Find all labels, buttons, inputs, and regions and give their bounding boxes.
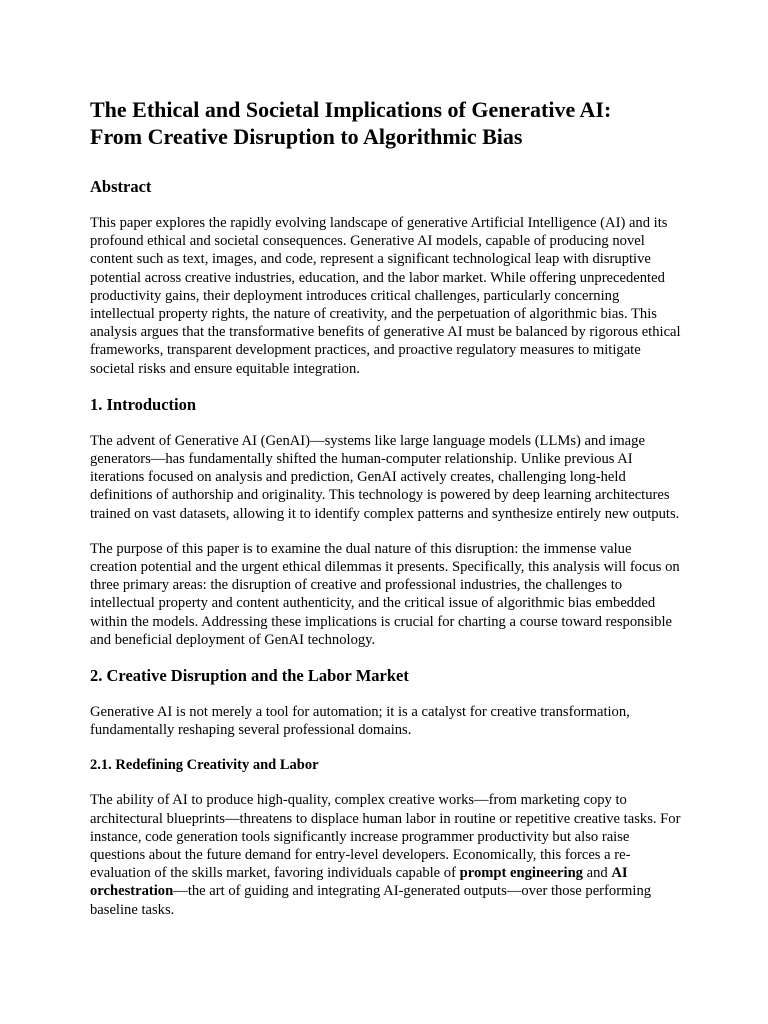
subsection-2-1-heading: 2.1. Redefining Creativity and Labor [90,757,319,774]
paragraph-text-before: The ability of AI to produce high-quality, complex creative works—from marketing copy to architectural blueprints—threatens to displace human labor in routine or repetitive creative tasks. For instance, code generation tools significantly increase programmer productivity but also raise questions about the future demand for entry-level developers. Economically, this forces a re-evaluation of the skills market, favoring individuals capable of [90,792,681,882]
subsection-2-1-paragraph [90,791,682,918]
abstract-paragraph: This paper explores the rapidly evolving landscape of generative Artificial Intelligence (AI) and its profound ethical and societal consequences. Generative AI models, capable of producing novel content such as text, images, and code, represent a significant technological leap with disruptive potential across creative industries, education, and the labor market. While offering unprecedented productivity gains, their deployment introduces critical challenges, particularly concerning intellectual property rights, the nature of creativity, and the perpetuation of algorithmic bias. This analysis argues that the transformative benefits of generative AI must be balanced by rigorous ethical frameworks, transparent development practices, and proactive regulatory measures to mitigate societal risks and ensure equitable integration. [90,215,681,377]
introduction-paragraph-1: The advent of Generative AI (GenAI)—systems like large language models (LLMs) and image generators—has fundamentally shifted the human-computer relationship. Unlike previous AI iterations focused on analysis and prediction, GenAI actively creates, challenging long-held definitions of authorship and originality. This technology is powered by deep learning architectures trained on vast datasets, allowing it to identify complex patterns and synthesize entirely new outputs. [90,432,680,522]
introduction-paragraph-2: The purpose of this paper is to examine the dual nature of this disruption: the immense value creation potential and the urgent ethical dilemmas it presents. Specifically, this analysis will focus on three primary areas: the disruption of creative and professional industries, the challenges to intellectual property and content authenticity, and the critical issue of algorithmic bias embedded within the models. Addressing these implications is crucial for charting a course toward responsible and beneficial deployment of GenAI technology. [90,540,680,648]
section-2-paragraph-1: Generative AI is not merely a tool for automation; it is a catalyst for creative transformation, fundamentally reshaping several professional domains. [90,704,630,739]
abstract-heading: Abstract [90,177,152,196]
introduction-heading: 1. Introduction [90,394,197,414]
paragraph-text-after: —the art of guiding and integrating AI-generated outputs—over those performing baseline tasks. [90,883,652,918]
term-prompt-engineering: prompt engineering [459,865,583,882]
term-ai-orchestration: AI orchestration [90,865,628,900]
paragraph-connector: and [582,865,612,882]
document-body [90,96,682,936]
section-2-heading: 2. Creative Disruption and the Labor Market [90,666,409,686]
paper-title: The Ethical and Societal Implications of Generative AI: From Creative Disruption to Algorithmic Bias [90,97,612,149]
